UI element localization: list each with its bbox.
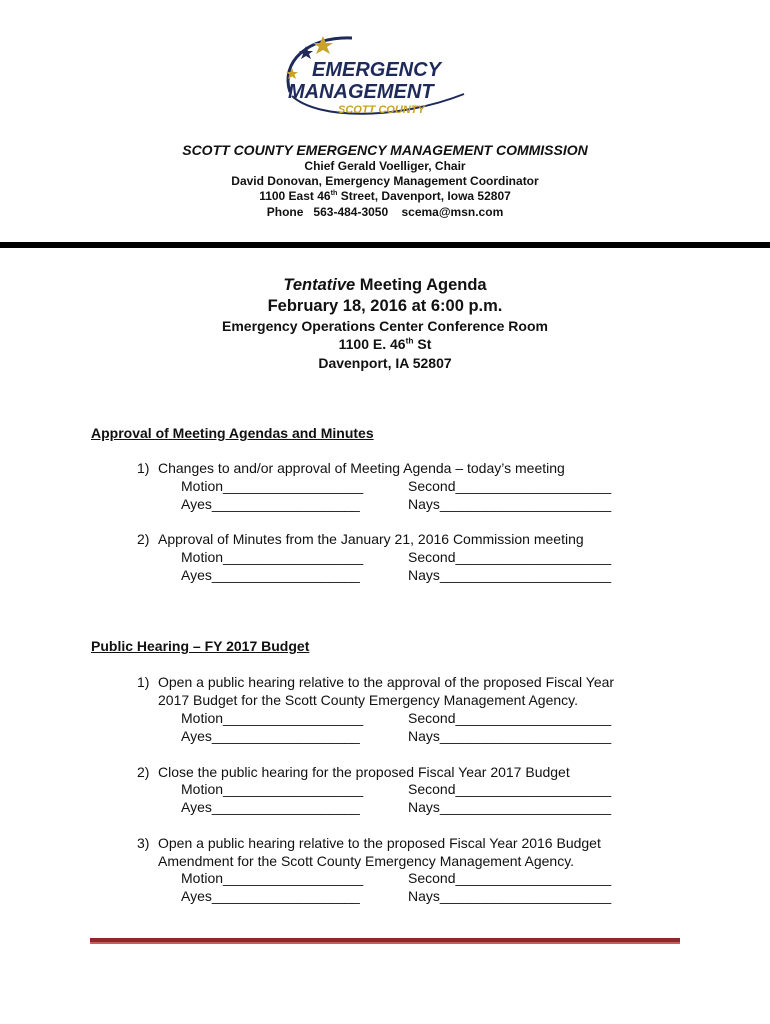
ayes-field[interactable]: Ayes___________________ [181,567,360,583]
nays-field[interactable]: Nays______________________ [408,728,612,744]
second-field[interactable]: Second____________________ [408,781,612,797]
street-pre: 1100 E. 46 [338,336,406,352]
ayes-field[interactable]: Ayes___________________ [181,496,360,512]
item-text: 2017 Budget for the Scott County Emergency Management Agency. [158,692,578,708]
meeting-street [0,336,770,352]
nays-field[interactable]: Nays______________________ [408,567,612,583]
item-text: Close the public hearing for the proposed Fiscal Year 2017 Budget [158,764,570,780]
item-number: 1) [137,674,150,690]
address-post: Street, Davenport, Iowa 52807 [337,189,511,203]
chair-line: Chief Gerald Voelliger, Chair [304,159,466,173]
nays-field[interactable]: Nays______________________ [408,888,612,904]
logo-line1: EMERGENCY [312,59,441,81]
motion-field[interactable]: Motion__________________ [181,710,364,726]
logo-line2: MANAGEMENT [288,81,434,103]
item-text: Open a public hearing relative to the approval of the proposed Fiscal Year [158,674,615,690]
second-field[interactable]: Second____________________ [408,549,612,565]
meeting-city: Davenport, IA 52807 [318,355,452,371]
item-text: Approval of Minutes from the January 21, 2016 Commission meeting [158,531,584,547]
item-number: 3) [137,835,150,851]
item-text: Open a public hearing relative to the proposed Fiscal Year 2016 Budget [158,835,601,851]
street-post: St [413,336,432,352]
organization-name: SCOTT COUNTY EMERGENCY MANAGEMENT COMMISSION [182,142,588,158]
second-field[interactable]: Second____________________ [408,870,612,886]
title-rest: Meeting Agenda [355,276,487,294]
emergency-management-logo [278,28,478,124]
street-sup: th [405,335,414,346]
second-field[interactable]: Second____________________ [408,478,612,494]
ayes-field[interactable]: Ayes___________________ [181,728,360,744]
nays-field[interactable]: Nays______________________ [408,799,612,815]
motion-field[interactable]: Motion__________________ [181,478,364,494]
motion-field[interactable]: Motion__________________ [181,549,364,565]
second-field[interactable]: Second____________________ [408,710,612,726]
logo-line3: SCOTT COUNTY [338,104,425,116]
section-heading: Public Hearing – FY 2017 Budget [91,638,310,654]
address-sup: th [330,188,338,197]
footer-divider-accent [90,942,680,944]
motion-field[interactable]: Motion__________________ [181,781,364,797]
phone-email-line: Phone 563-484-3050 scema@msn.com [266,205,504,219]
title-italic: Tentative [283,276,356,294]
ayes-field[interactable]: Ayes___________________ [181,888,360,904]
star-icon [299,46,313,59]
item-number: 2) [137,531,150,547]
header-divider [0,242,770,248]
item-text: Changes to and/or approval of Meeting Agenda – today’s meeting [158,460,565,476]
nays-field[interactable]: Nays______________________ [408,496,612,512]
section-heading: Approval of Meeting Agendas and Minutes [91,425,374,441]
meeting-room: Emergency Operations Center Conference Room [222,318,548,334]
meeting-date: February 18, 2016 at 6:00 p.m. [267,297,503,315]
address-pre: 1100 East 46 [259,189,331,203]
coordinator-line: David Donovan, Emergency Management Coordinator [231,174,539,188]
item-number: 2) [137,764,150,780]
motion-field[interactable]: Motion__________________ [181,870,364,886]
ayes-field[interactable]: Ayes___________________ [181,799,360,815]
agenda-title [0,276,770,295]
item-text: Amendment for the Scott County Emergency Management Agency. [158,853,575,869]
item-number: 1) [137,460,150,476]
address-line [0,189,770,205]
